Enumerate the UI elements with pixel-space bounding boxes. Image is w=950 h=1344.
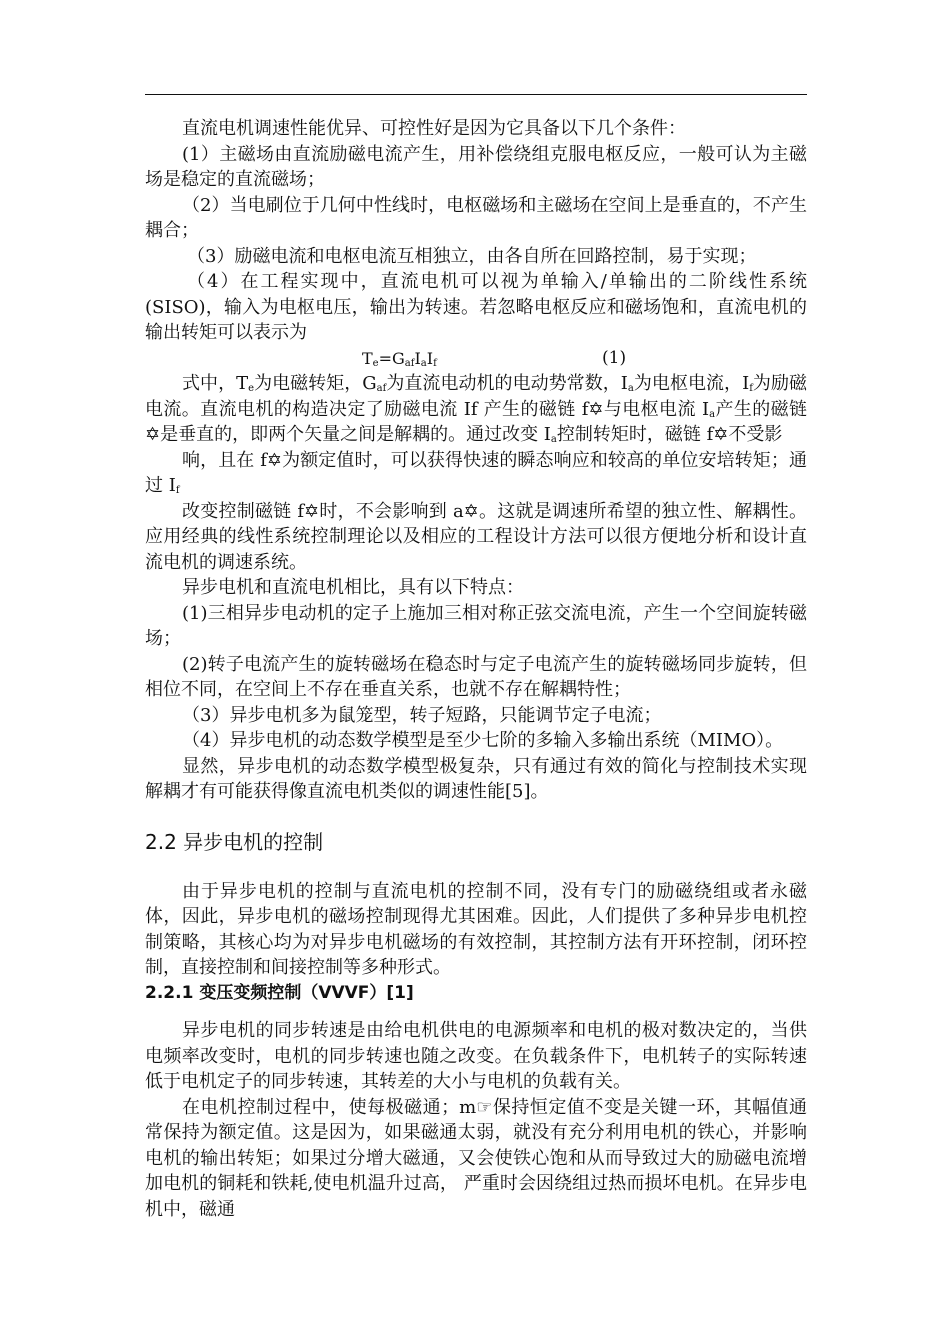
paragraph: 异步电机的同步转速是由给电机供电的电源频率和电机的极对数决定的，当供电频率改变时，电机的同步转速也随之改变。在负载条件下，电机转子的实际转速低于电机定子的同步转速，其转差的大小与电机的负载有关。	[145, 1020, 807, 1092]
equation-1	[145, 346, 807, 372]
paragraph: 直流电机调速性能优异、可控性好是因为它具备以下几个条件：	[182, 118, 686, 139]
paragraph: （3）异步电机多为鼠笼型，转子短路，只能调节定子电流；	[182, 704, 662, 726]
section-heading-2-2-1: 2.2.1 变压变频控制（VVVF）[1]	[145, 982, 414, 1003]
paragraph: 在电机控制过程中，使每极磁通；m☞保持恒定值不变是关键一环，其幅值通常保持为额定值。这是因为，如果磁通太弱，就没有充分利用电机的铁心，并影响电机的输出转矩；如果过分增大磁通，又会使铁心饱和从而导致过大的励磁电流增加电机的铜耗和铁耗,使电机温升过高， 严重时会因绕组过热而损坏电机。在异步电机中，磁通	[145, 1096, 807, 1220]
paragraph: 式中，$T_e$为电磁转矩，$G_{af}$为直流电动机的电动势常数，$I_a$为电枢电流，$I_f$为励磁电流。直流电机的构造决定了励磁电流 If 产生的磁链 f✡与电枢电流 $I_a$产生的磁链✡是垂直的，即两个矢量之间是解耦的。通过改变 $I_a$控制转矩时，磁链 f✡不受影	[145, 373, 808, 445]
paragraph: 改变控制磁链 f✡时，不会影响到 a✡。这就是调速所希望的独立性、解耦性。应用经典的线性系统控制理论以及相应的工程设计方法可以很方便地分析和设计直流电机的调速系统。	[145, 500, 807, 573]
paragraph: 响，且在 f✡为额定值时，可以获得快速的瞬态响应和较高的单位安培转矩；通过 $I_f$	[145, 449, 807, 496]
paragraph: （4）在工程实现中，直流电机可以视为单输入/单输出的二阶线性系统(SISO)，输入为电枢电压，输出为转速。若忽略电枢反应和磁场饱和，直流电机的输出转矩可以表示为	[145, 271, 807, 343]
paragraph: 异步电机和直流电机相比，具有以下特点：	[182, 577, 524, 598]
paragraph: 由于异步电机的控制与直流电机的控制不同，没有专门的励磁绕组或者永磁体，因此，异步电机的磁场控制现得尤其困难。因此，人们提供了多种异步电机控制策略，其核心均为对异步电机磁场的有效控制，其控制方法有开环控制，闭环控制，直接控制和间接控制等多种形式。	[145, 880, 807, 978]
paragraph: （2）当电刷位于几何中性线时，电枢磁场和主磁场在空间上是垂直的，不产生耦合；	[145, 194, 807, 241]
paragraph: 显然，异步电机的动态数学模型极复杂，只有通过有效的简化与控制技术实现解耦才有可能获得像直流电机类似的调速性能[5]。	[145, 755, 807, 802]
paragraph: (1)三相异步电动机的定子上施加三相对称正弦交流电流，产生一个空间旋转磁场；	[145, 602, 807, 649]
paragraph: （3）励磁电流和电枢电流互相独立，由各自所在回路控制，易于实现；	[187, 245, 757, 267]
equation-formula: $T_e=G_{af}I_aI_f$	[362, 348, 437, 369]
paragraph: (2)转子电流产生的旋转磁场在稳态时与定子电流产生的旋转磁场同步旋转，但相位不同，在空间上不存在垂直关系，也就不存在解耦特性；	[145, 653, 807, 700]
paragraph: (1）主磁场由直流励磁电流产生，用补偿绕组克服电枢反应，一般可认为主磁场是稳定的直流磁场；	[145, 143, 807, 190]
document-body	[145, 116, 807, 1222]
section-heading-2-2: 2.2 异步电机的控制	[145, 829, 324, 854]
header-rule	[145, 94, 807, 95]
paragraph: （4）异步电机的动态数学模型是至少七阶的多输入多输出系统（MIMO）。	[182, 730, 784, 751]
equation-number: (1)	[602, 347, 627, 368]
